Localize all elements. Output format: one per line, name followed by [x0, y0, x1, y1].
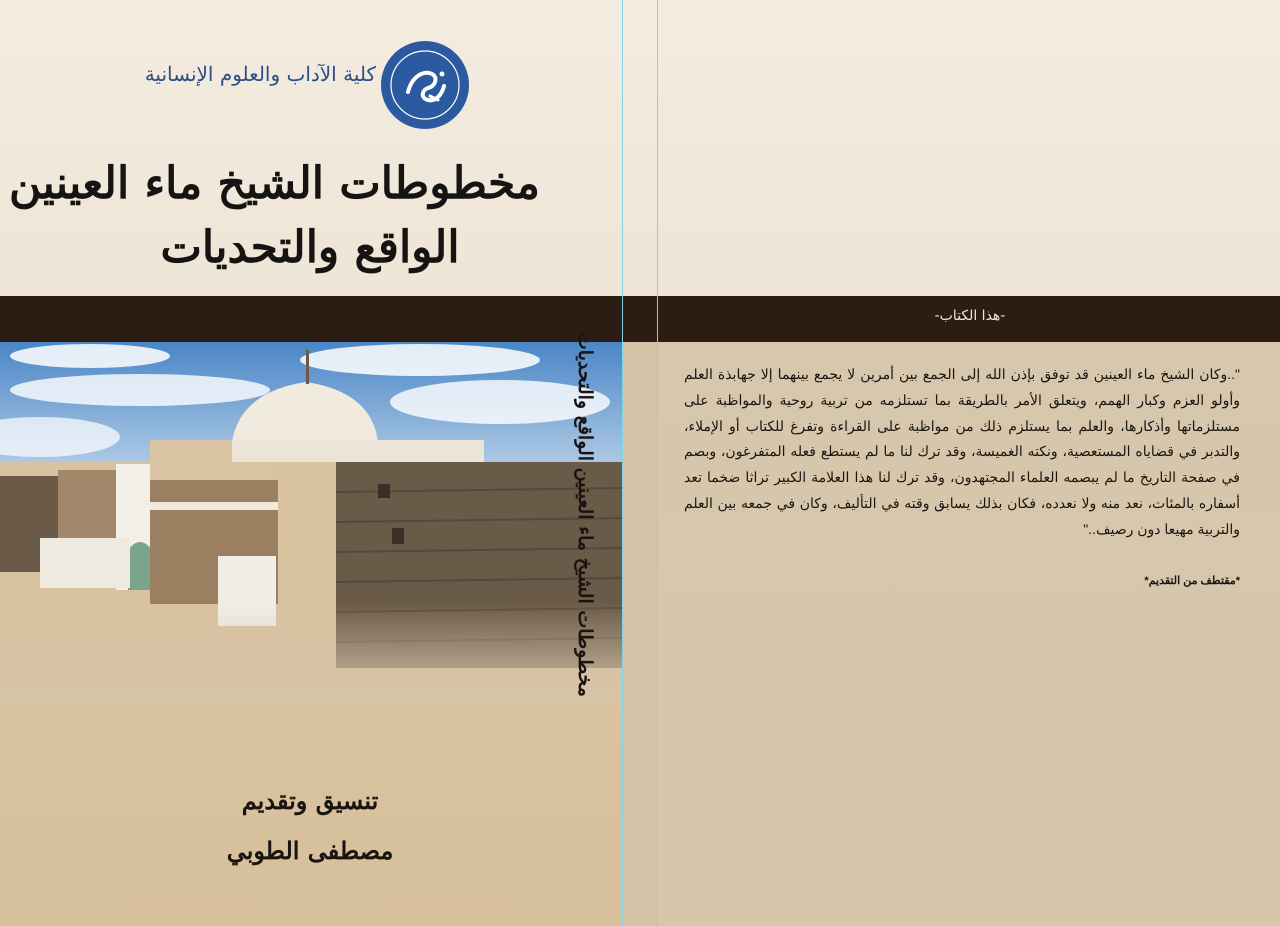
faculty-name: كلية الآداب والعلوم الإنسانية: [144, 62, 376, 86]
spine-lower-panel: [622, 342, 658, 926]
spine-title-text: مخطوطات الشيخ ماء العينين الواقع والتحديات: [574, 331, 596, 697]
author-name: مصطفى الطوبي: [226, 836, 394, 865]
spine-guide-left: [622, 0, 623, 926]
book-title-line-2: الواقع والتحديات: [160, 222, 460, 273]
back-cover-quote: "..وكان الشيخ ماء العينين قد توفق بإذن الله إلى الجمع بين أمرين لا يجمع بينهما إلا جهابذة العلم وأولو العزم وكبار الهمم، ويتعلق الأمر بالطريقة بما تستلزمه من تربية روحية والمواظبة على مستلزماتها وأذكارها، والعلم بما يستلزم ذلك من مواظبة على القراءة وتفرغ للكتاب أو الإملاء، والتدبر في قضاياه المستعصية، ونكته الغميسة، وقد ترك لنا ما لم يستطع فعله المتفرغون، وبصم في صفحة التاريخ ما لم يبصمه العلماء المجتهدون، وقد ترك لنا هذا العلامة الكبير تراثا ضخما تعد أسفاره بالمئات، نعد منه ولا نعدده، فكان بذلك يسابق وقته في التأليف، وكان في جمعه بين العلم والتربية مهيعا دون رصيف..": [684, 366, 1240, 537]
cover-photo: [0, 331, 622, 702]
coordination-label: تنسيق وتقديم: [241, 786, 379, 815]
quote-source: *مقتطف من التقديم*: [1144, 575, 1240, 587]
spine-title: [574, 331, 596, 697]
about-book-label: -هذا الكتاب-: [934, 308, 1006, 324]
spine-guide-right: [657, 0, 658, 926]
book-title-line-1: مخطوطات الشيخ ماء العينين: [8, 158, 540, 209]
university-logo: [380, 40, 470, 130]
